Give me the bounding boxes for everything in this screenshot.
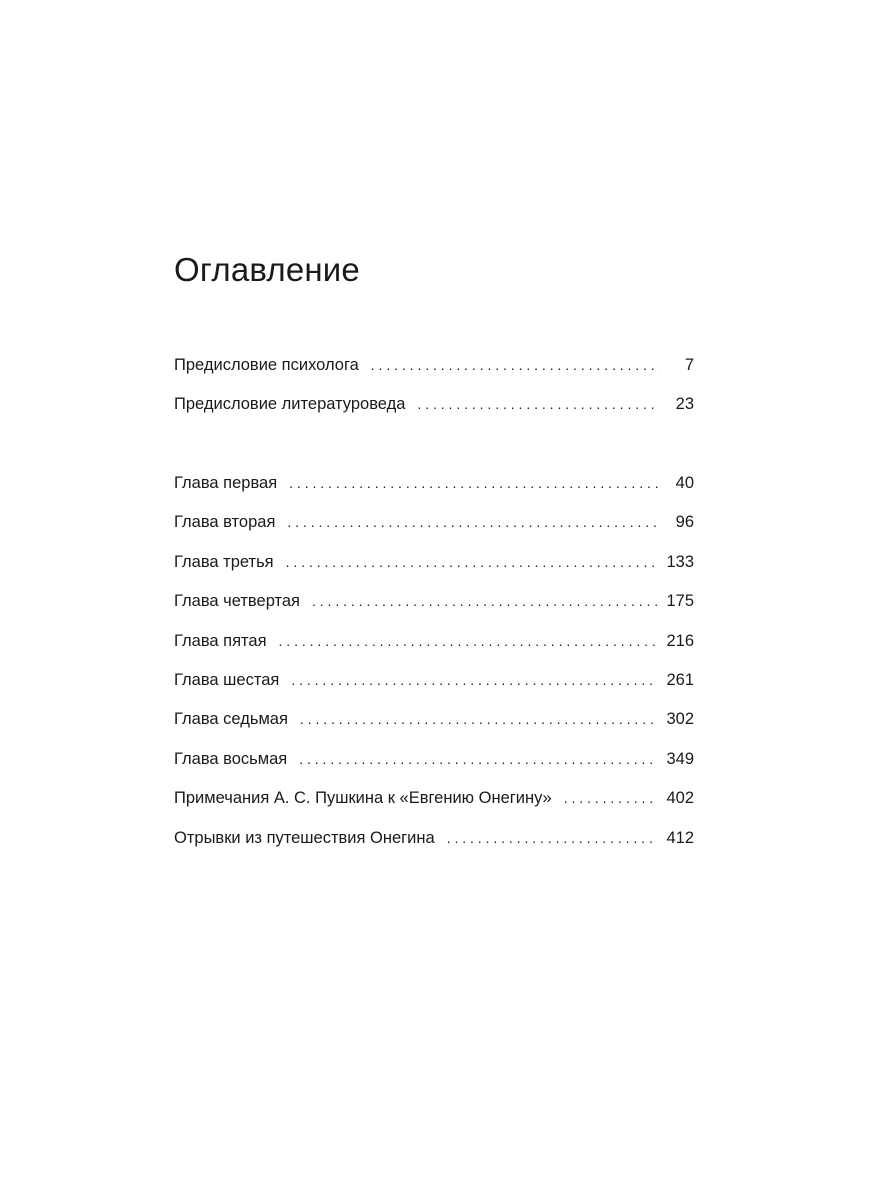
toc-front-matter — [174, 350, 694, 429]
toc-entry-label: Глава шестая — [174, 670, 280, 689]
dot-leader — [564, 783, 659, 813]
toc-entry-label: Предисловие психолога — [174, 356, 359, 374]
toc-entry-label: Глава седьмая — [174, 710, 288, 729]
toc-entry[interactable] — [174, 704, 694, 743]
dot-leader — [289, 468, 660, 498]
toc-entry[interactable] — [174, 547, 694, 586]
toc-entry-page: 302 — [666, 710, 694, 729]
page-title: Оглавление — [174, 251, 360, 288]
dot-leader — [287, 507, 660, 537]
toc-entry[interactable] — [174, 507, 694, 546]
toc-entry[interactable] — [174, 744, 694, 783]
toc-entry-page: 175 — [666, 592, 694, 611]
toc-entry-page: 133 — [666, 552, 694, 571]
toc-entry-page: 40 — [675, 474, 694, 492]
toc-entry-page: 349 — [666, 749, 694, 768]
toc-entry[interactable] — [174, 586, 694, 625]
toc-entry-label: Глава третья — [174, 552, 274, 571]
dot-leader — [286, 547, 659, 577]
toc-entry[interactable] — [174, 665, 694, 704]
toc-entry-page: 23 — [675, 395, 694, 414]
toc-entry-page: 402 — [666, 789, 694, 808]
dot-leader — [312, 586, 658, 616]
dot-leader — [371, 350, 660, 380]
toc-entry[interactable] — [174, 350, 694, 389]
dot-leader — [417, 389, 660, 419]
dot-leader — [279, 626, 659, 656]
dot-leader — [447, 823, 659, 853]
toc-entry-label: Глава восьмая — [174, 749, 288, 768]
toc-entry-page: 7 — [684, 356, 694, 374]
toc-entry-page: 96 — [675, 513, 694, 532]
toc-entry-label: Глава четвертая — [174, 592, 300, 611]
toc-chapters — [174, 468, 694, 862]
toc-entry-page: 261 — [666, 670, 694, 689]
toc-entry-page: 412 — [666, 828, 694, 847]
toc-entry-page: 216 — [666, 631, 694, 650]
toc-entry-label: Глава первая — [174, 474, 278, 492]
toc-entry-label: Глава вторая — [174, 513, 276, 532]
toc-entry-label: Отрывки из путешествия Онегина — [174, 828, 435, 847]
toc-entry[interactable] — [174, 389, 694, 428]
toc-entry-label: Глава пятая — [174, 631, 267, 650]
toc-entry[interactable] — [174, 626, 694, 665]
toc-entry[interactable] — [174, 468, 694, 507]
toc-entry[interactable] — [174, 823, 694, 862]
toc-entry[interactable] — [174, 783, 694, 822]
dot-leader — [291, 665, 658, 695]
dot-leader — [300, 704, 659, 734]
dot-leader — [299, 744, 658, 774]
toc-entry-label: Предисловие литературоведа — [174, 395, 406, 414]
toc-entry-label: Примечания А. С. Пушкина к «Евгению Онегину» — [174, 789, 552, 808]
